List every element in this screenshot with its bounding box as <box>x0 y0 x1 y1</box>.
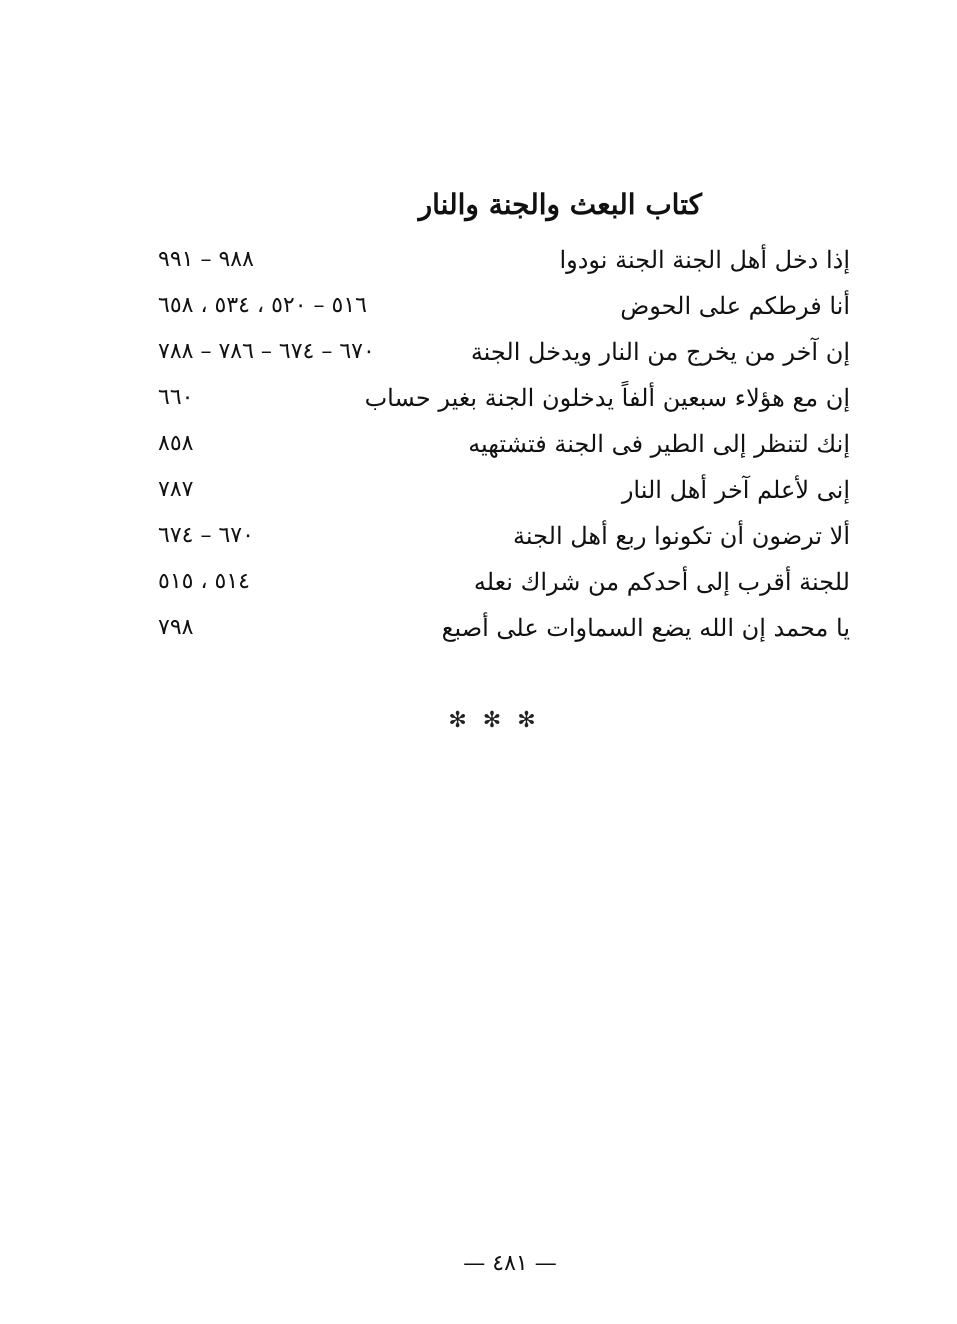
entry-text: ألا ترضون أن تكونوا ربع أهل الجنة <box>513 522 850 550</box>
index-entry <box>150 286 850 332</box>
index-entry <box>150 470 850 516</box>
entry-text: إن مع هؤلاء سبعين ألفاً يدخلون الجنة بغير حساب <box>364 384 850 412</box>
section-title: كتاب البعث والجنة والنار <box>418 188 702 221</box>
index-entry <box>150 378 850 424</box>
entry-text: أنا فرطكم على الحوض <box>620 292 850 320</box>
entry-page-refs: ٦٦٠ <box>158 385 194 410</box>
entry-text: إن آخر من يخرج من النار ويدخل الجنة <box>470 338 850 366</box>
entry-text: إنى لأعلم آخر أهل النار <box>621 476 850 504</box>
entry-text: يا محمد إن الله يضع السماوات على أصبع <box>441 614 850 642</box>
entry-text: إذا دخل أهل الجنة الجنة نودوا <box>559 246 850 274</box>
entry-page-refs: ٧٩٨ <box>158 615 194 640</box>
entry-page-refs: ٨٥٨ <box>158 431 194 456</box>
entry-page-refs: ٧٨٧ <box>158 477 194 502</box>
index-entries <box>150 240 850 654</box>
entry-page-refs: ٦٧٠ – ٦٧٤ <box>158 523 254 548</box>
index-entry <box>150 608 850 654</box>
index-entry <box>150 332 850 378</box>
index-entry <box>150 516 850 562</box>
index-entry <box>150 240 850 286</box>
entry-text: إنك لتنظر إلى الطير فى الجنة فتشتهيه <box>468 430 850 458</box>
entry-page-refs: ٩٨٨ – ٩٩١ <box>158 247 254 272</box>
entry-text: للجنة أقرب إلى أحدكم من شراك نعله <box>473 568 850 596</box>
section-end-ornament: ✻✻✻ <box>448 708 552 733</box>
entry-page-refs: ٥١٤ ، ٥١٥ <box>158 569 250 594</box>
entry-page-refs: ٥١٦ – ٥٢٠ ، ٥٣٤ ، ٦٥٨ <box>158 293 367 318</box>
index-entry <box>150 562 850 608</box>
index-entry <box>150 424 850 470</box>
page-number: — ٤٨١ — <box>463 1251 557 1276</box>
entry-page-refs: ٦٧٠ – ٦٧٤ – ٧٨٦ – ٧٨٨ <box>158 339 375 364</box>
